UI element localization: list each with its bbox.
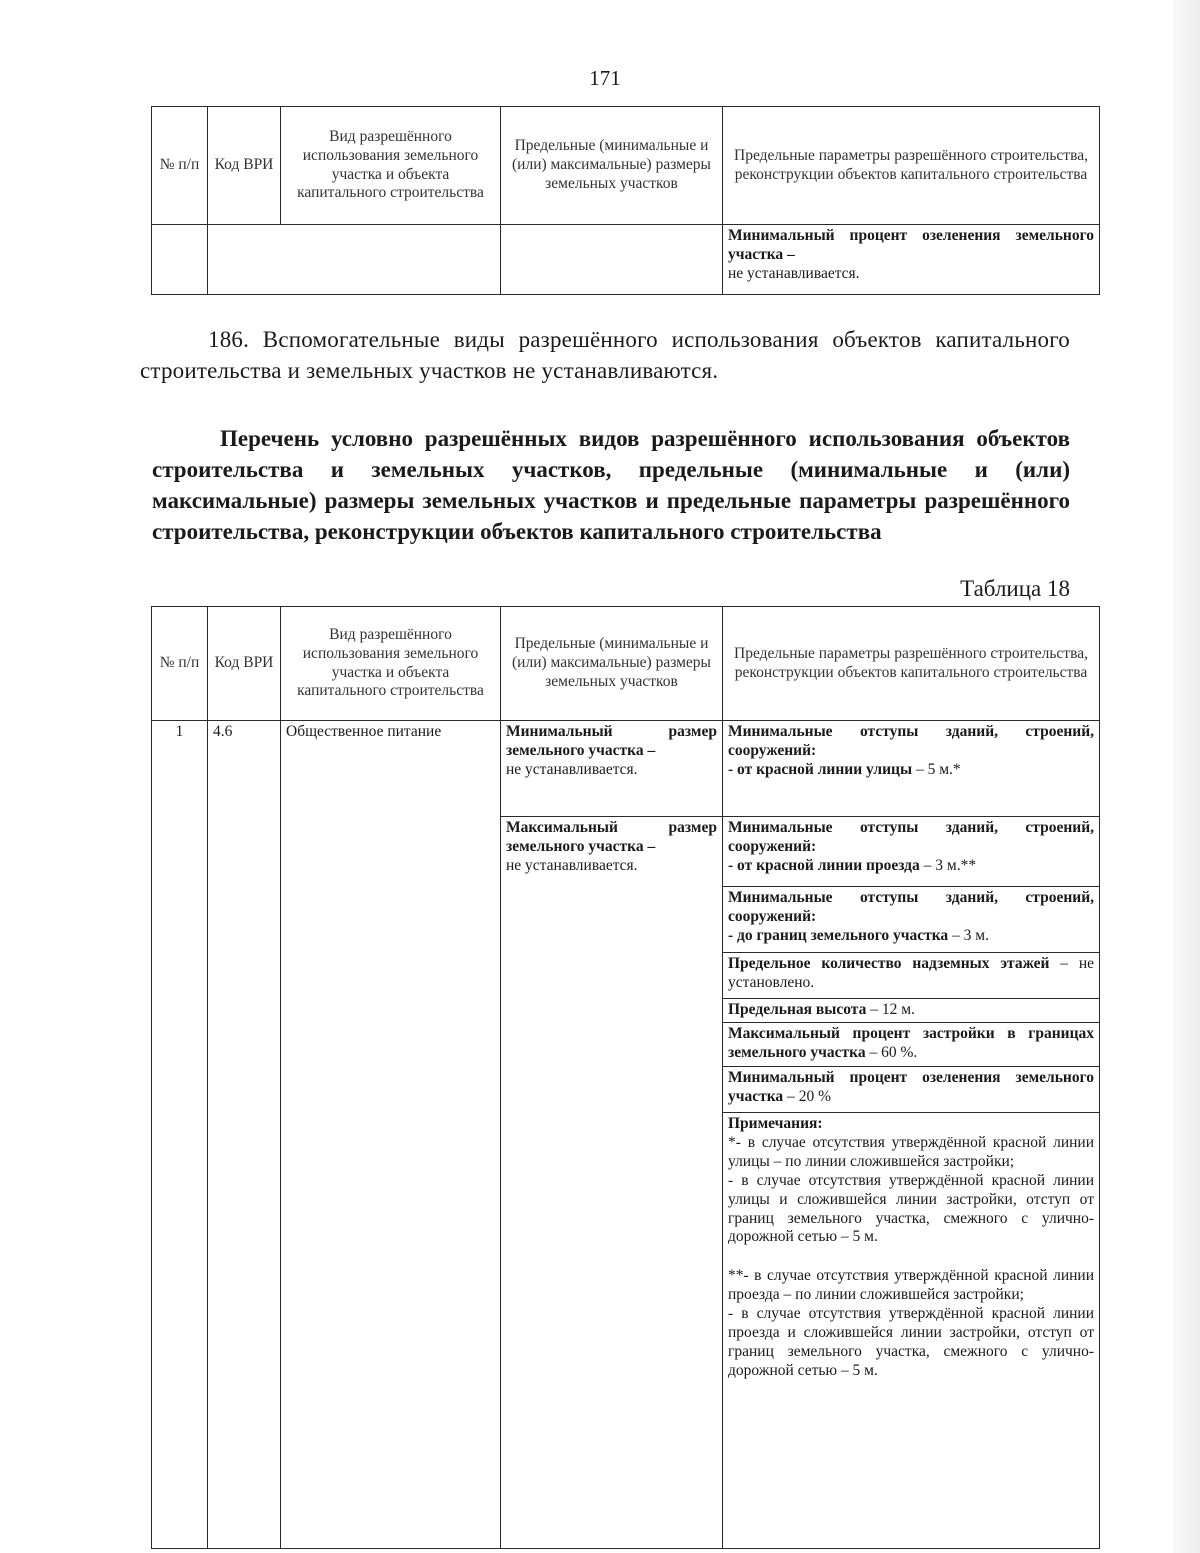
param-item: - до границ земельного участка [728,926,949,944]
table-header-row [152,107,1100,225]
max-size-value: не устанавливается. [506,856,638,874]
param-value: – 5 м.* [912,760,961,778]
param-label: Максимальный процент застройки в границах земельного участка [728,1025,1094,1061]
min-size-label: Минимальный размер земельного участка – [506,723,717,759]
param-plot-border [723,887,1100,953]
max-size-label: Максимальный размер земельного участка – [506,819,717,855]
notes-title: Примечания: [728,1115,823,1132]
note-item: - в случае отсутствия утверждённой красной линии проезда и сложившейся линии застройки, отступ от границ земельного участка, смежного с улично-дорожной сетью – 5 м. [728,1305,1094,1379]
param-label: Минимальные отступы зданий, строений, сооружений: [728,819,1094,855]
param-label: Минимальные отступы зданий, строений, сооружений: [728,889,1094,925]
scan-edge [1172,0,1200,1553]
table-row [152,721,1100,817]
param-green-percent [723,1067,1100,1113]
row-num: 1 [152,721,208,1549]
param-label: Минимальный процент озеленения земельного участка [728,1069,1094,1105]
param-value: – 60 %. [865,1043,918,1061]
header-num: № п/п [152,607,208,721]
page-number: 171 [589,66,621,90]
row-code: 4.6 [208,721,281,1549]
param-label: Минимальные отступы зданий, строений, сооружений: [728,723,1094,759]
section-heading: Перечень условно разрешённых видов разрешённого использования объектов строительства и земельных участков, предельные (минимальные и (или) максимальные) размеры земельных участков и предельные параметры разрешённого строительства, реконструкции объектов капитального строительства [152,426,1070,544]
note-item: **- в случае отсутствия утверждённой красной линии проезда – по линии сложившейся застройки; [728,1267,1094,1304]
table-row [152,225,1100,295]
green-label: Минимальный процент озеленения земельного участка – [728,227,1094,263]
param-floors [723,953,1100,999]
param-height [723,999,1100,1023]
param-item: - от красной линии улицы [728,760,913,778]
green-percent-cell [723,225,1100,295]
param-build-percent [723,1023,1100,1067]
param-red-line-street [723,721,1100,817]
table-17-continuation [151,106,1100,295]
min-size-cell [501,721,723,817]
paragraph-186: 186. Вспомогательные виды разрешённого использования объектов капитального строительства и земельных участков не устанавливаются. [140,327,1070,383]
param-value: – не установлено. [728,955,1094,991]
table-18 [151,606,1100,1549]
header-size: Предельные (минимальные и (или) максимальные) размеры земельных участков [501,107,723,225]
header-size: Предельные (минимальные и (или) максимальные) размеры земельных участков [501,607,723,721]
empty-cell [152,225,208,295]
param-value: – 20 % [783,1087,831,1105]
table-header-row [152,607,1100,721]
header-kind: Вид разрешённого использования земельного участка и объекта капитального строительства [281,107,501,225]
header-params: Предельные параметры разрешённого строительства, реконструкции объектов капитального строительства [723,107,1100,225]
max-size-cell [501,817,723,1549]
min-size-value: не устанавливается. [506,760,638,778]
row-kind: Общественное питание [281,721,501,1549]
header-kind: Вид разрешённого использования земельного участка и объекта капитального строительства [281,607,501,721]
param-label: Предельное количество надземных этажей [728,955,1050,972]
empty-cell [208,225,501,295]
note-item: - в случае отсутствия утверждённой красной линии улицы и сложившейся линии застройки, отступ от границ земельного участка, смежного с улично-дорожной сетью – 5 м. [728,1171,1094,1246]
notes-cell [723,1113,1100,1549]
header-code: Код ВРИ [208,107,281,225]
header-num: № п/п [152,107,208,225]
empty-cell [501,225,723,295]
header-code: Код ВРИ [208,607,281,721]
table-label: Таблица 18 [960,576,1070,601]
note-item: *- в случае отсутствия утверждённой красной линии улицы – по линии сложившейся застройки; [728,1133,1094,1170]
param-value: – 3 м.** [919,856,977,874]
param-label: Предельная высота [728,1001,867,1018]
param-value: – 12 м. [866,1001,915,1018]
header-params: Предельные параметры разрешённого строительства, реконструкции объектов капитального строительства [723,607,1100,721]
param-value: – 3 м. [948,926,989,944]
param-red-line-passage [723,817,1100,887]
param-item: - от красной линии проезда [728,856,920,874]
green-value: не устанавливается. [728,264,860,282]
